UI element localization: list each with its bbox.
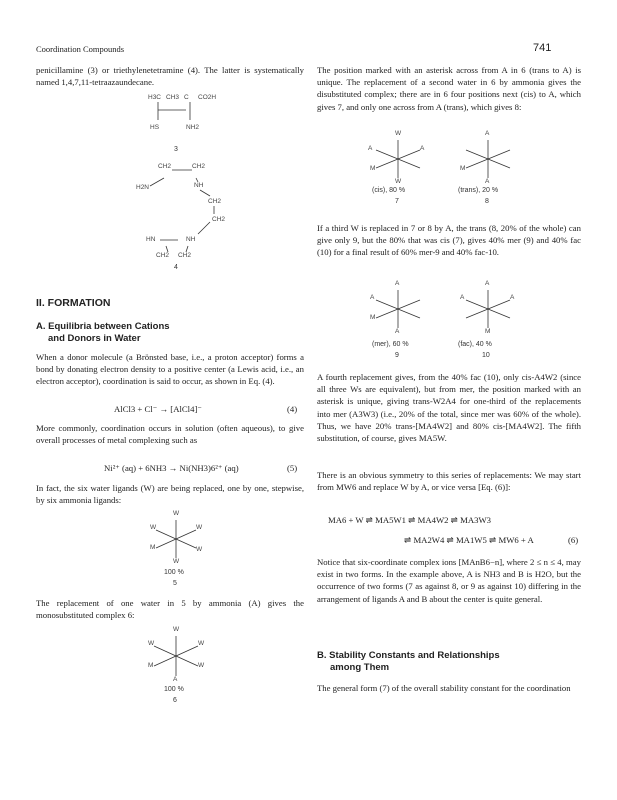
struct4-nh-b: NH — [186, 236, 196, 243]
struct3-nh2: NH2 — [186, 124, 200, 131]
equation-5-number: (5) — [287, 463, 298, 473]
equation-6-number: (6) — [568, 535, 579, 545]
diagram5-center: M — [150, 544, 156, 551]
d7-top: W — [395, 130, 402, 137]
diagram5-ligand-top: W — [173, 510, 180, 517]
subheading-b-line1: B. Stability Constants and Relationships — [317, 650, 500, 661]
struct3-hs: HS — [150, 124, 160, 131]
d7-bottom: W — [395, 178, 402, 185]
d10-top: A — [485, 280, 490, 287]
d8-top: A — [485, 130, 490, 137]
struct4-ch2-d: CH2 — [212, 216, 226, 223]
equation-4-number: (4) — [287, 404, 298, 414]
struct3-ch3: CH3 — [166, 94, 180, 101]
d10-ul: A — [460, 294, 465, 301]
d9-top: A — [395, 280, 400, 287]
d7-label: (cis), 80 % — [372, 187, 406, 194]
d10-label: (fac), 40 % — [458, 341, 492, 348]
subheading-a-line1: A. Equilibria between Cations — [36, 321, 170, 332]
diagram6-ligand-ul: W — [148, 640, 155, 647]
diagram5-ligand-lr: W — [196, 546, 203, 553]
d8-center: M — [460, 165, 466, 172]
page-number: 741 — [533, 42, 552, 54]
d8-bottom: A — [485, 178, 490, 185]
paragraph-water-ligands: In fact, the six water ligands (W) are being replaced, one by one, stepwise, by six ammonia ligands: — [36, 483, 304, 506]
struct3-h3c: H3C — [148, 94, 162, 101]
paragraph-fourth-replacement: A fourth replacement gives, from the 40% fac (10), only cis-A4W2 (since all three Ws are equivalent), but from mer, the position marked with an asterisk is unique, giving trans-W2A4 for one-third of the replacements into mer (A3W3) (i.e., 20% of the total, since mer was 60% of the whole). Thus, we have 20% trans-[MA4W2] and 80% cis-[MA4W2]. The fifth substitution, of course, gives MA5W. — [317, 372, 581, 444]
d10-ur: A — [510, 294, 515, 301]
d9-number: 9 — [395, 352, 399, 359]
struct3-number: 3 — [174, 146, 178, 153]
intro-paragraph: penicillamine (3) or triethylenetetramine (4). The latter is systematically named 1,4,7,11-tetraazaundecane. — [36, 65, 304, 88]
diagram6-number: 6 — [173, 697, 177, 704]
section-heading-formation: II. FORMATION — [36, 297, 111, 309]
diagram6-ligand-top: W — [173, 626, 180, 633]
paragraph-stability-constant: The general form (7) of the overall stability constant for the coordination — [317, 683, 571, 693]
diagram6-center: M — [148, 662, 154, 669]
diagram6-ligand-ur: W — [198, 640, 205, 647]
struct4-h2n: H2N — [136, 184, 150, 191]
d9-center: M — [370, 314, 376, 321]
equation-6-line1: MA6 + W ⇌ MA5W1 ⇌ MA4W2 ⇌ MA3W3 — [328, 515, 491, 525]
d7-center: M — [370, 165, 376, 172]
diagram5-ligand-ur: W — [196, 524, 203, 531]
struct4-ch2-e: CH2 — [156, 252, 170, 259]
struct3-c: C — [184, 94, 189, 101]
d9-label: (mer), 60 % — [372, 341, 409, 348]
struct4-ch2-a: CH2 — [158, 163, 172, 170]
diagram5-number: 5 — [173, 580, 177, 587]
paragraph-complexing: More commonly, coordination occurs in solution (often aqueous), to give overall processes of metal complexing such as — [36, 423, 304, 446]
diagram5-percent: 100 % — [164, 569, 184, 576]
struct3-co2h: CO2H — [198, 94, 217, 101]
d7-ul: A — [368, 145, 373, 152]
d9-bottom: A — [395, 328, 400, 335]
d7-ur: A — [420, 145, 425, 152]
diagram6-percent: 100 % — [164, 686, 184, 693]
equation-4: AlCl3 + Cl⁻ → [AlCl4]⁻ — [114, 404, 202, 414]
d10-number: 10 — [482, 352, 490, 359]
diagram5-ligand-ul: W — [150, 524, 157, 531]
paragraph-replacement: The replacement of one water in 5 by ammonia (A) gives the monosubstituted complex 6: — [36, 598, 304, 621]
struct4-ch2-f: CH2 — [178, 252, 192, 259]
struct4-ch2-c: CH2 — [208, 198, 222, 205]
paragraph-six-coordinate: Notice that six-coordinate complex ions [MAnB6−n], where 2 ≤ n ≤ 4, may exist in two forms. In the example above, A is NH3 and B is H2O, but the occurrence of two forms (7 as against 8, or 9 as against 10) differing in the arrangement of ligands A and B about the center is quite general. — [317, 557, 581, 604]
subheading-b-line2: among Them — [330, 662, 390, 673]
d9-ul: A — [370, 294, 375, 301]
d7-number: 7 — [395, 198, 399, 205]
paragraph-coordination: When a donor molecule (a Brönsted base, i.e., a proton acceptor) forms a bond by donating electron density to a positive center (a Lewis acid, i.e., an electron acceptor), coordination is said to occur, as shown in Eq. (4). — [36, 352, 304, 387]
diagram6-ligand-lr: W — [198, 662, 205, 669]
diagram5-ligand-bottom: W — [173, 558, 180, 565]
d8-label: (trans), 20 % — [458, 187, 499, 194]
equation-6-line2: ⇌ MA2W4 ⇌ MA1W5 ⇌ MW6 + A — [404, 535, 534, 545]
struct4-ch2-b: CH2 — [192, 163, 206, 170]
struct4-nh: NH — [194, 182, 204, 189]
subheading-a-line2: and Donors in Water — [48, 333, 141, 344]
d10-center: M — [485, 328, 491, 335]
struct4-number: 4 — [174, 264, 178, 271]
paragraph-symmetry: There is an obvious symmetry to this series of replacements: We may start from MW6 and replace W by A, or vice versa [Eq. (6)]: — [317, 470, 581, 493]
running-title: Coordination Compounds — [36, 44, 125, 54]
d8-number: 8 — [485, 198, 489, 205]
paragraph-asterisk-position: The position marked with an asterisk across from A in 6 (trans to A) is unique. The replacement of a second water in 6 by ammonia gives the disubstituted complex; there are in 6 four positions next (cis) to A, which gives 7, and only one across from A (trans), which gives 8: — [317, 65, 581, 112]
paragraph-third-replacement: If a third W is replaced in 7 or 8 by A, the trans (8, 20% of the whole) can give only 9, but the 80% that was cis (7), gives 40% mer (9) and 40% fac (10) for a final result of 60% mer-9 and 40% fac-10. — [317, 223, 581, 258]
struct4-hn: HN — [146, 236, 156, 243]
diagram6-ligand-bottom: A — [173, 676, 178, 683]
equation-5: Ni²⁺ (aq) + 6NH3 → Ni(NH3)6²⁺ (aq) — [104, 463, 239, 473]
